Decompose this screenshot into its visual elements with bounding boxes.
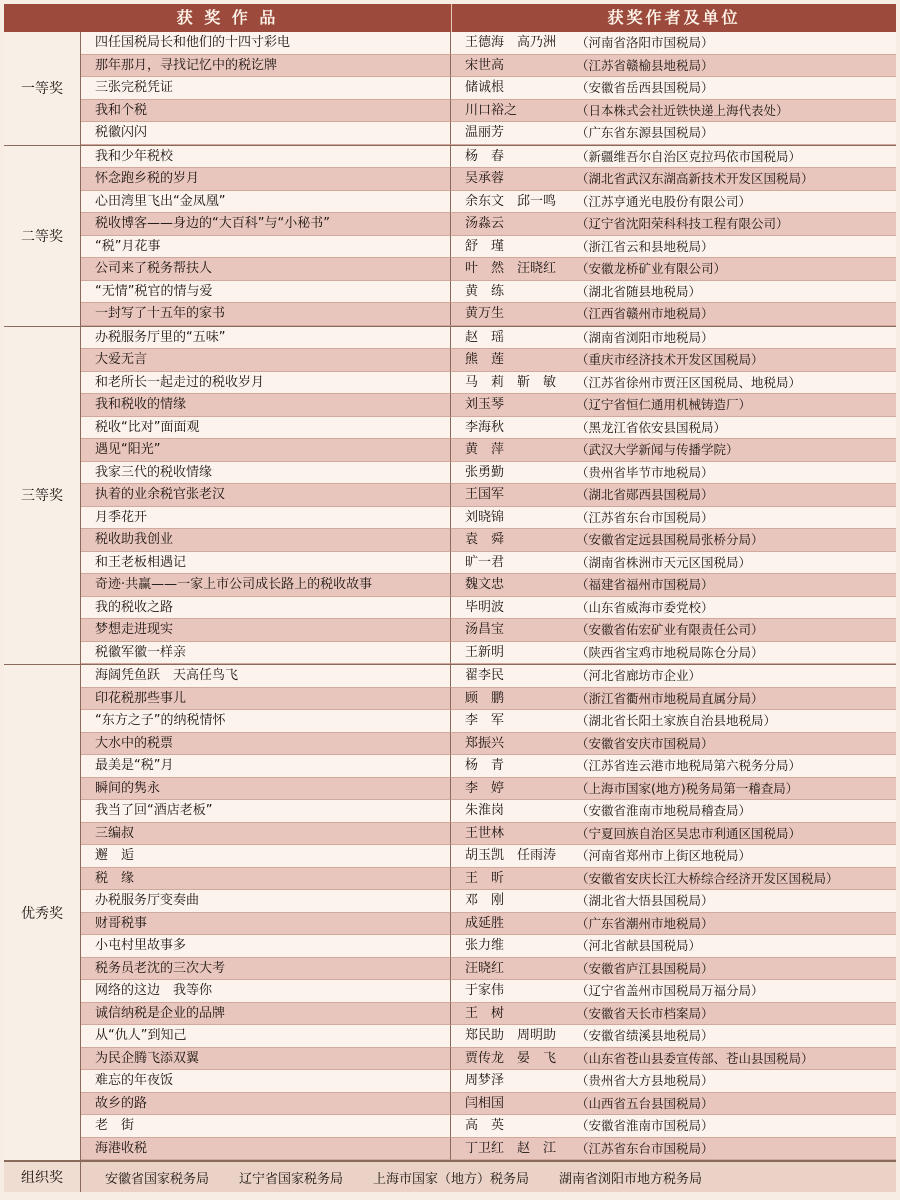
author-name: 旷一君 xyxy=(451,552,576,575)
table-row xyxy=(81,778,896,801)
table-row xyxy=(81,394,896,417)
author-unit: （黑龙江省依安县国税局） xyxy=(576,417,896,440)
work-title: 怀念跑乡税的岁月 xyxy=(81,168,451,191)
author-unit: （湖南省株洲市天元区国税局） xyxy=(576,552,896,575)
author-name: 熊 莲 xyxy=(451,349,576,372)
work-title: 印花税那些事儿 xyxy=(81,688,451,711)
author-unit: （辽宁省沈阳荣科科技工程有限公司） xyxy=(576,213,896,236)
author-name: 吴承蓉 xyxy=(451,168,576,191)
author-unit: （贵州省毕节市地税局） xyxy=(576,462,896,485)
author-name: 郑振兴 xyxy=(451,733,576,756)
table-row xyxy=(81,1003,896,1026)
author-name: 王新明 xyxy=(451,642,576,665)
work-title: “无情”税官的情与爱 xyxy=(81,281,451,304)
author-name: 叶 然 汪晓红 xyxy=(451,258,576,281)
table-row xyxy=(81,597,896,620)
table-row xyxy=(81,665,896,688)
table-row xyxy=(81,77,896,100)
table-row xyxy=(81,281,896,304)
author-unit: （江苏省徐州市贾汪区国税局、地税局） xyxy=(576,372,896,395)
award-groups xyxy=(4,32,896,1161)
table-row xyxy=(81,755,896,778)
award-group-label: 一等奖 xyxy=(4,32,81,145)
author-unit: （安徽省安庆长江大桥综合经济开发区国税局） xyxy=(576,868,896,891)
author-name: 温丽芳 xyxy=(451,122,576,145)
author-name: 刘晓锦 xyxy=(451,507,576,530)
award-group-label: 优秀奖 xyxy=(4,665,81,1160)
author-name: 张勇勤 xyxy=(451,462,576,485)
author-unit: （上海市国家(地方)税务局第一稽查局） xyxy=(576,778,896,801)
author-unit: （河北省廊坊市企业） xyxy=(576,665,896,688)
author-name: 黄 萍 xyxy=(451,439,576,462)
author-name: 胡玉凯 任雨涛 xyxy=(451,845,576,868)
author-name: 贾传龙 晏 飞 xyxy=(451,1048,576,1071)
author-name: 袁 舜 xyxy=(451,529,576,552)
work-title: 瞬间的隽永 xyxy=(81,778,451,801)
author-unit: （重庆市经济技术开发区国税局） xyxy=(576,349,896,372)
author-unit: （安徽省佑宏矿业有限责任公司） xyxy=(576,619,896,642)
author-name: 丁卫红 赵 江 xyxy=(451,1138,576,1161)
org-award-item: 湖南省浏阳市地方税务局 xyxy=(559,1171,703,1187)
author-unit: （湖北省长阳土家族自治县地税局） xyxy=(576,710,896,733)
author-name: 王国军 xyxy=(451,484,576,507)
award-group-label: 三等奖 xyxy=(4,327,81,665)
author-name: 汪晓红 xyxy=(451,958,576,981)
org-award-item: 上海市国家（地方）税务局 xyxy=(373,1171,530,1187)
award-group xyxy=(4,327,896,666)
work-title: 我家三代的税收情缘 xyxy=(81,462,451,485)
author-name: 川口裕之 xyxy=(451,100,576,123)
work-title: 税务员老沈的三次大考 xyxy=(81,958,451,981)
work-title: “税”月花事 xyxy=(81,236,451,259)
org-award-item: 安徽省国家税务局 xyxy=(105,1171,210,1187)
awards-table xyxy=(4,4,896,1192)
author-name: 马 莉 靳 敏 xyxy=(451,372,576,395)
work-title: 月季花开 xyxy=(81,507,451,530)
author-unit: （日本株式会社近铁快递上海代表处） xyxy=(576,100,896,123)
table-row xyxy=(81,1138,896,1161)
author-unit: （湖北省随县地税局） xyxy=(576,281,896,304)
author-name: 余东文 邱一鸣 xyxy=(451,191,576,214)
author-unit: （江西省赣州市地税局） xyxy=(576,303,896,326)
author-unit: （安徽省庐江县国税局） xyxy=(576,958,896,981)
author-unit: （安徽龙桥矿业有限公司） xyxy=(576,258,896,281)
author-unit: （武汉大学新闻与传播学院） xyxy=(576,439,896,462)
work-title: 我当了回“酒店老板” xyxy=(81,800,451,823)
author-unit: （山西省五台县国税局） xyxy=(576,1093,896,1116)
author-name: 王 昕 xyxy=(451,868,576,891)
author-unit: （湖南省浏阳市地税局） xyxy=(576,327,896,350)
author-unit: （湖北省大悟县国税局） xyxy=(576,890,896,913)
table-row xyxy=(81,1070,896,1093)
table-header xyxy=(4,4,896,32)
work-title: 税收博客——身边的“大百科”与“小秘书” xyxy=(81,213,451,236)
table-row xyxy=(81,574,896,597)
work-title: 税 缘 xyxy=(81,868,451,891)
author-name: 汤淼云 xyxy=(451,213,576,236)
author-unit: （安徽省定远县国税局张桥分局） xyxy=(576,529,896,552)
table-row xyxy=(81,619,896,642)
author-name: 张力维 xyxy=(451,935,576,958)
table-row xyxy=(81,935,896,958)
table-row xyxy=(81,122,896,145)
work-title: 一封写了十五年的家书 xyxy=(81,303,451,326)
table-row xyxy=(81,890,896,913)
author-name: 王 树 xyxy=(451,1003,576,1026)
author-unit: （安徽省岳西县国税局） xyxy=(576,77,896,100)
author-unit: （浙江省衢州市地税局直属分局） xyxy=(576,688,896,711)
author-name: 成延胜 xyxy=(451,913,576,936)
table-row xyxy=(81,552,896,575)
header-authors: 获奖作者及单位 xyxy=(607,8,741,27)
work-title: 执着的业余税官张老汉 xyxy=(81,484,451,507)
table-row xyxy=(81,507,896,530)
table-row xyxy=(81,733,896,756)
author-name: 宋世高 xyxy=(451,55,576,78)
author-name: 闫相国 xyxy=(451,1093,576,1116)
table-row xyxy=(81,303,896,326)
work-title: 和王老板相遇记 xyxy=(81,552,451,575)
author-unit: （山东省苍山县委宣传部、苍山县国税局） xyxy=(576,1048,896,1071)
table-row xyxy=(81,1025,896,1048)
work-title: 税收“比对”面面观 xyxy=(81,417,451,440)
award-group xyxy=(4,665,896,1161)
author-name: 郑民助 周明助 xyxy=(451,1025,576,1048)
author-name: 翟李民 xyxy=(451,665,576,688)
table-row xyxy=(81,845,896,868)
author-name: 顾 鹏 xyxy=(451,688,576,711)
work-title: 奇迹·共赢——一家上市公司成长路上的税收故事 xyxy=(81,574,451,597)
work-title: 办税服务厅变奏曲 xyxy=(81,890,451,913)
author-name: 舒 瑾 xyxy=(451,236,576,259)
author-unit: （安徽省绩溪县地税局） xyxy=(576,1025,896,1048)
author-unit: （陕西省宝鸡市地税局陈仓分局） xyxy=(576,642,896,665)
table-row xyxy=(81,349,896,372)
work-title: 大爱无言 xyxy=(81,349,451,372)
work-title: 税徽闪闪 xyxy=(81,122,451,145)
author-name: 于家伟 xyxy=(451,980,576,1003)
table-row xyxy=(81,868,896,891)
work-title: 和老所长一起走过的税收岁月 xyxy=(81,372,451,395)
award-group xyxy=(4,32,896,146)
work-title: 小屯村里故事多 xyxy=(81,935,451,958)
author-name: 赵 瑶 xyxy=(451,327,576,350)
author-name: 杨 青 xyxy=(451,755,576,778)
org-award-item: 辽宁省国家税务局 xyxy=(239,1171,344,1187)
work-title: 老 街 xyxy=(81,1115,451,1138)
author-unit: （江苏省东台市国税局） xyxy=(576,1138,896,1161)
table-row xyxy=(81,913,896,936)
work-title: 为民企腾飞添双翼 xyxy=(81,1048,451,1071)
author-name: 高 英 xyxy=(451,1115,576,1138)
author-name: 汤昌宝 xyxy=(451,619,576,642)
author-name: 王世林 xyxy=(451,823,576,846)
header-works: 获 奖 作 品 xyxy=(4,4,452,32)
table-row xyxy=(81,980,896,1003)
author-name: 朱淮岗 xyxy=(451,800,576,823)
author-name: 李 军 xyxy=(451,710,576,733)
author-name: 储诚根 xyxy=(451,77,576,100)
work-title: 四任国税局长和他们的十四寸彩电 xyxy=(81,32,451,55)
table-row xyxy=(81,439,896,462)
table-row xyxy=(81,484,896,507)
table-row xyxy=(81,236,896,259)
work-title: 诚信纳税是企业的品牌 xyxy=(81,1003,451,1026)
work-title: 我和税收的情缘 xyxy=(81,394,451,417)
table-row xyxy=(81,823,896,846)
author-name: 毕明波 xyxy=(451,597,576,620)
work-title: 难忘的年夜饭 xyxy=(81,1070,451,1093)
table-row xyxy=(81,529,896,552)
work-title: 那年那月，寻找记忆中的税讫牌 xyxy=(81,55,451,78)
org-award-label: 组织奖 xyxy=(4,1162,81,1192)
org-award-row xyxy=(4,1161,896,1192)
table-row xyxy=(81,168,896,191)
work-title: 财哥税事 xyxy=(81,913,451,936)
work-title: 网络的这边 我等你 xyxy=(81,980,451,1003)
author-name: 王德海 高乃洲 xyxy=(451,32,576,55)
work-title: 我和个税 xyxy=(81,100,451,123)
work-title: 税徽军徽一样亲 xyxy=(81,642,451,665)
work-title: 海阔凭鱼跃 天高任鸟飞 xyxy=(81,665,451,688)
author-name: 魏文忠 xyxy=(451,574,576,597)
table-row xyxy=(81,327,896,350)
table-row xyxy=(81,417,896,440)
author-unit: （江苏省连云港市地税局第六税务分局） xyxy=(576,755,896,778)
author-unit: （新疆维吾尔自治区克拉玛依市国税局） xyxy=(576,146,896,169)
table-row xyxy=(81,688,896,711)
table-row xyxy=(81,1093,896,1116)
table-row xyxy=(81,800,896,823)
table-row xyxy=(81,213,896,236)
work-title: 心田湾里飞出“金凤凰” xyxy=(81,191,451,214)
table-row xyxy=(81,958,896,981)
author-unit: （宁夏回族自治区吴忠市利通区国税局） xyxy=(576,823,896,846)
work-title: 税收助我创业 xyxy=(81,529,451,552)
table-row xyxy=(81,100,896,123)
author-unit: （河北省献县国税局） xyxy=(576,935,896,958)
author-name: 周梦泽 xyxy=(451,1070,576,1093)
author-name: 黄万生 xyxy=(451,303,576,326)
award-group xyxy=(4,146,896,327)
table-row xyxy=(81,55,896,78)
author-name: 刘玉琴 xyxy=(451,394,576,417)
work-title: 三张完税凭证 xyxy=(81,77,451,100)
author-unit: （河南省郑州市上街区地税局） xyxy=(576,845,896,868)
author-unit: （广东省东源县国税局） xyxy=(576,122,896,145)
author-unit: （河南省洛阳市国税局） xyxy=(576,32,896,55)
work-title: 我的税收之路 xyxy=(81,597,451,620)
author-unit: （安徽省淮南市国税局） xyxy=(576,1115,896,1138)
author-unit: （广东省潮州市地税局） xyxy=(576,913,896,936)
author-unit: （山东省威海市委党校） xyxy=(576,597,896,620)
author-unit: （湖北省郧西县国税局） xyxy=(576,484,896,507)
work-title: 梦想走进现实 xyxy=(81,619,451,642)
table-row xyxy=(81,372,896,395)
work-title: 最美是“税”月 xyxy=(81,755,451,778)
table-row xyxy=(81,146,896,169)
work-title: 大水中的税票 xyxy=(81,733,451,756)
author-name: 李 婷 xyxy=(451,778,576,801)
author-unit: （辽宁省恒仁通用机械铸造厂） xyxy=(576,394,896,417)
table-row xyxy=(81,258,896,281)
author-name: 黄 练 xyxy=(451,281,576,304)
work-title: 邂 逅 xyxy=(81,845,451,868)
author-unit: （浙江省云和县地税局） xyxy=(576,236,896,259)
table-row xyxy=(81,32,896,55)
table-row xyxy=(81,462,896,485)
author-name: 杨 春 xyxy=(451,146,576,169)
table-row xyxy=(81,710,896,733)
work-title: 公司来了税务帮扶人 xyxy=(81,258,451,281)
author-unit: （辽宁省盖州市国税局万福分局） xyxy=(576,980,896,1003)
work-title: 故乡的路 xyxy=(81,1093,451,1116)
table-row xyxy=(81,1115,896,1138)
author-unit: （江苏省东台市国税局） xyxy=(576,507,896,530)
work-title: 从“仇人”到知己 xyxy=(81,1025,451,1048)
author-name: 李海秋 xyxy=(451,417,576,440)
author-unit: （安徽省天长市档案局） xyxy=(576,1003,896,1026)
author-name: 邓 刚 xyxy=(451,890,576,913)
work-title: 办税服务厅里的“五味” xyxy=(81,327,451,350)
author-unit: （湖北省武汉东湖高新技术开发区国税局） xyxy=(576,168,896,191)
work-title: 遇见“阳光” xyxy=(81,439,451,462)
author-unit: （贵州省大方县地税局） xyxy=(576,1070,896,1093)
work-title: 三编叔 xyxy=(81,823,451,846)
work-title: 海港收税 xyxy=(81,1138,451,1161)
work-title: 我和少年税校 xyxy=(81,146,451,169)
author-unit: （江苏省赣榆县地税局） xyxy=(576,55,896,78)
table-row xyxy=(81,1048,896,1071)
org-award-items xyxy=(81,1162,896,1192)
table-row xyxy=(81,642,896,665)
author-unit: （安徽省安庆市国税局） xyxy=(576,733,896,756)
award-group-label: 二等奖 xyxy=(4,146,81,326)
table-row xyxy=(81,191,896,214)
work-title: “东方之子”的纳税情怀 xyxy=(81,710,451,733)
author-unit: （安徽省淮南市地税局稽查局） xyxy=(576,800,896,823)
author-unit: （福建省福州市国税局） xyxy=(576,574,896,597)
author-unit: （江苏亨通光电股份有限公司） xyxy=(576,191,896,214)
